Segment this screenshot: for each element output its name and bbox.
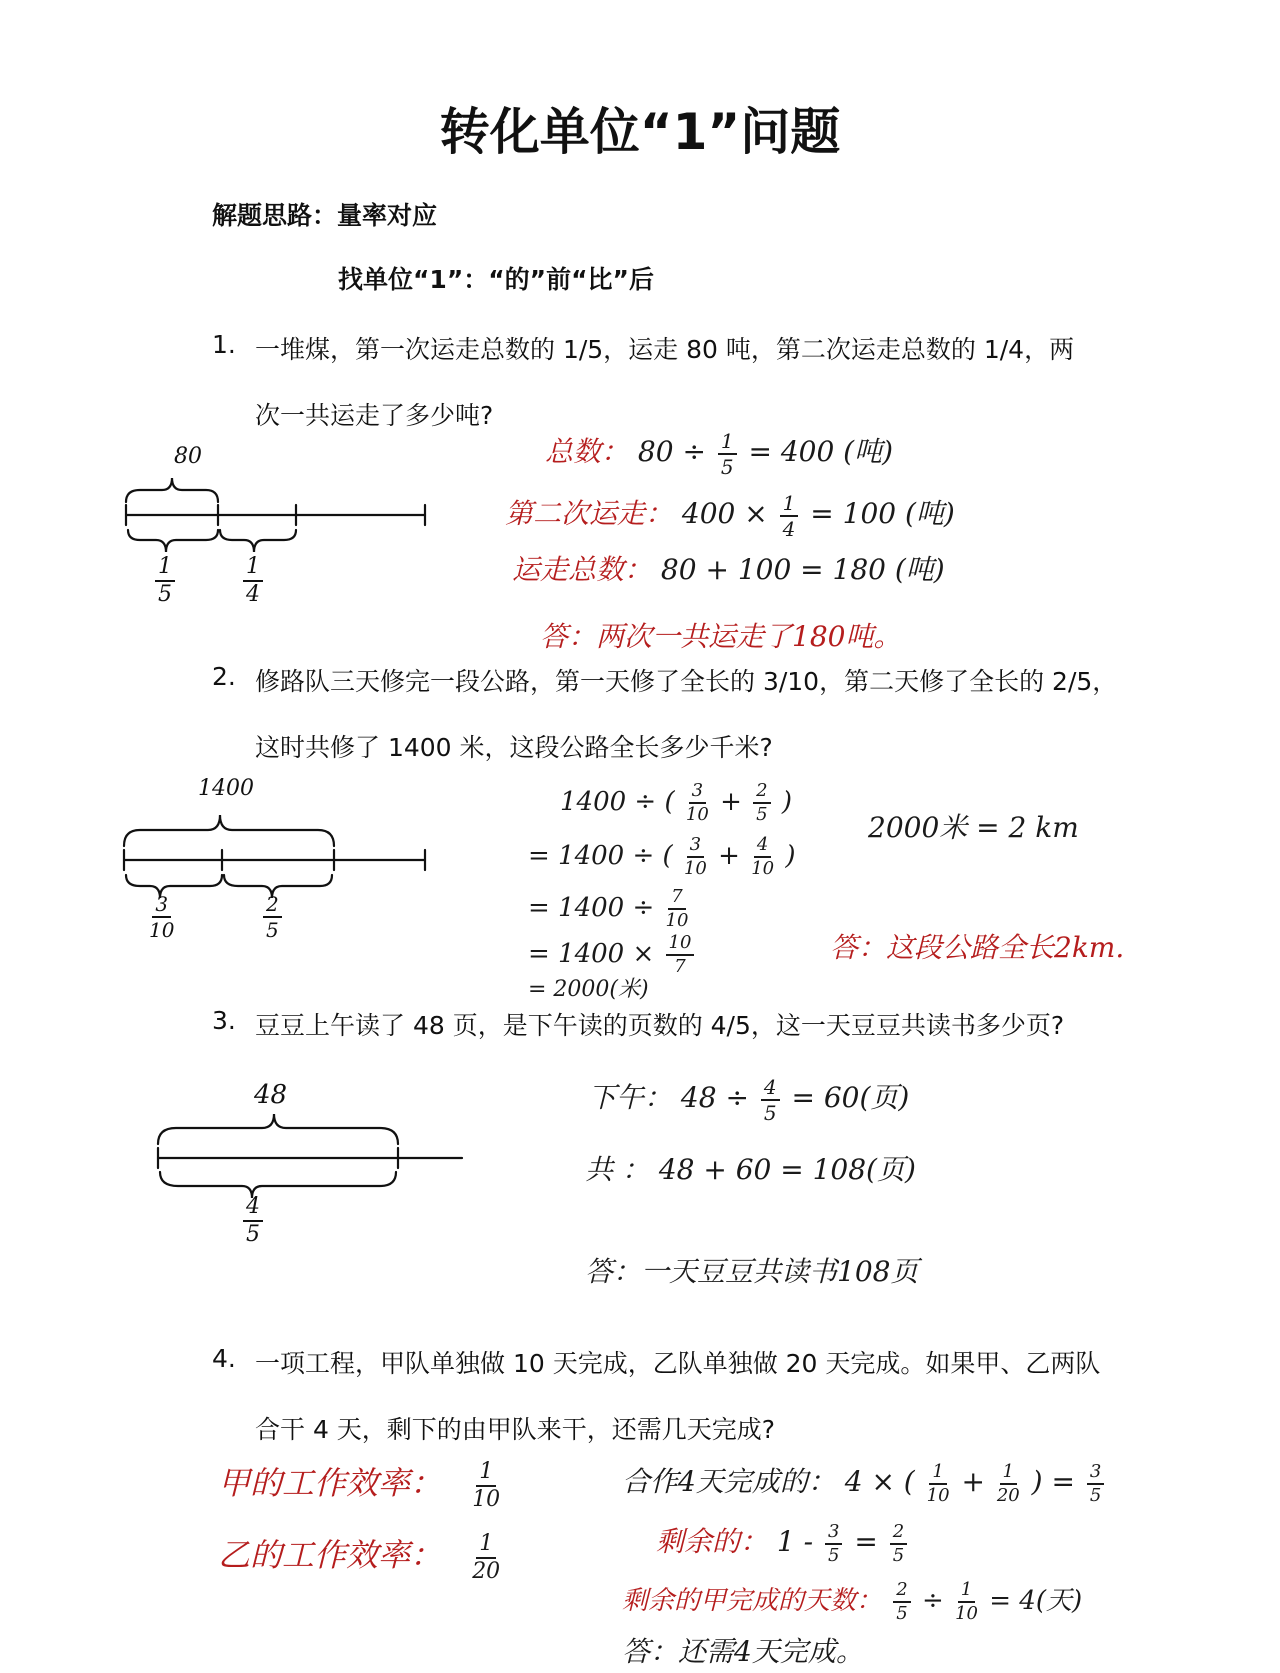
- p4-days-n1: 2: [893, 1581, 910, 1603]
- p4-answer: 答：还需4天完成。: [622, 1635, 864, 1668]
- p2-step2-n1: 3: [687, 836, 704, 858]
- p2-step-4: [528, 934, 697, 976]
- p4-eff-b-den: 20: [472, 1558, 501, 1584]
- unit-one-rule: 找单位“1”：“的”前“比”后: [338, 265, 654, 294]
- p4-remaining-n2: 2: [890, 1523, 907, 1545]
- p2-step1-d2: 5: [756, 804, 768, 825]
- p2-step-2: [528, 836, 796, 878]
- problem-1-line-diagram: [126, 478, 425, 552]
- p2-answer: 答：这段公路全长2km.: [830, 931, 1125, 964]
- p4-days-d1: 5: [896, 1603, 908, 1624]
- p1-total-label: 总数：: [545, 435, 630, 468]
- p2-frac1-den: 10: [149, 918, 175, 942]
- p3-total-label: 共 ：: [585, 1153, 650, 1186]
- p1-second-den: 4: [782, 516, 796, 541]
- p1-second-num: 1: [780, 493, 799, 517]
- p1-second-result: = 100 (吨): [810, 497, 955, 530]
- p3-frac-num: 4: [243, 1196, 263, 1222]
- p4-days-d2: 10: [955, 1603, 978, 1624]
- p2-step-1: [560, 782, 792, 824]
- p2-frac1-num: 3: [152, 894, 171, 918]
- p4-coop-n1: 1: [929, 1463, 946, 1485]
- p4-coop-close: ) =: [1031, 1465, 1075, 1498]
- p1-answer: 答：两次一共运走了180吨。: [540, 620, 902, 653]
- p4-coop-d3: 5: [1089, 1484, 1102, 1506]
- p4-remaining: [656, 1520, 910, 1565]
- p1-total-num: 1: [718, 431, 737, 455]
- p3-solution-total: [585, 1148, 916, 1188]
- p4-days-result: = 4(天): [989, 1586, 1083, 1616]
- problem-4-text-line2: 合干 4 天，剩下的由甲队来干，还需几天完成?: [255, 1415, 776, 1444]
- p4-remaining-eq: =: [854, 1525, 878, 1558]
- p1-frac1-den: 5: [158, 582, 172, 607]
- p2-step2-d2: 10: [751, 858, 775, 879]
- problem-3-number: 3.: [212, 1006, 236, 1035]
- p1-second-expr: 400 ×: [681, 497, 768, 530]
- problem-4-text-line1: 一项工程，甲队单独做 10 天完成，乙队单独做 20 天完成。如果甲、乙两队: [255, 1349, 1101, 1378]
- p2-step1-a: 1400 ÷ (: [560, 787, 675, 817]
- p1-total-result: = 400 (吨): [748, 435, 894, 468]
- p4-coop-label: 合作4天完成的：: [622, 1465, 836, 1498]
- p3-diagram-fraction: [240, 1196, 266, 1246]
- problem-1-text-line1: 一堆煤，第一次运走总数的 1/5，运走 80 吨，第二次运走总数的 1/4，两: [255, 335, 1075, 364]
- p4-remaining-d1: 5: [828, 1544, 840, 1566]
- p2-step2-plus: +: [718, 841, 740, 871]
- p4-cooperation: [622, 1460, 1107, 1505]
- p4-eff-b-label: 乙的工作效率：: [218, 1536, 443, 1574]
- p3-afternoon-den: 5: [763, 1100, 777, 1125]
- problem-1-text-line2: 次一共运走了多少吨?: [255, 401, 494, 430]
- p4-days-n2: 1: [958, 1581, 975, 1603]
- p4-coop-d2: 20: [996, 1484, 1020, 1506]
- problem-3-line-diagram: [158, 1114, 462, 1198]
- p3-diagram-top-label: 48: [254, 1080, 288, 1110]
- problem-4-number: 4.: [212, 1344, 236, 1373]
- p3-afternoon-expr: 48 ÷: [680, 1081, 749, 1114]
- p2-step4-num: 10: [666, 934, 695, 956]
- p2-step1-n1: 3: [689, 782, 706, 804]
- p2-diagram-fraction-2: [260, 894, 285, 940]
- p3-answer: 答：一天豆豆共读书108页: [585, 1255, 919, 1288]
- p1-second-label: 第二次运走：: [505, 497, 674, 530]
- p1-solution-second: [505, 492, 955, 539]
- p2-step4-a: = 1400 ×: [528, 939, 655, 969]
- p1-frac2-num: 1: [243, 556, 263, 582]
- p2-step1-plus: +: [720, 787, 742, 817]
- p2-step-5: = 2000(米): [528, 977, 649, 1002]
- p3-total-expr: 48 + 60 = 108(页): [658, 1153, 916, 1186]
- p1-solution-sum: [512, 548, 945, 588]
- p4-remaining-expr: 1 -: [776, 1525, 814, 1558]
- problem-2-number: 2.: [212, 662, 236, 691]
- p2-diagram-fraction-1: [146, 894, 177, 940]
- p4-efficiency-b: [218, 1530, 503, 1583]
- p2-diagram-top-label: 1400: [198, 776, 254, 801]
- p2-frac2-num: 2: [263, 894, 282, 918]
- problem-1-number: 1.: [212, 330, 236, 359]
- p1-total-den: 5: [720, 454, 734, 479]
- p2-frac2-den: 5: [266, 918, 279, 942]
- p4-days-label: 剩余的甲完成的天数：: [622, 1586, 883, 1616]
- p2-step1-close: ): [781, 787, 793, 817]
- p4-efficiency-a: [218, 1458, 503, 1511]
- solution-approach: 解题思路：量率对应: [212, 201, 438, 230]
- p1-frac1-num: 1: [155, 556, 175, 582]
- p3-afternoon-num: 4: [761, 1077, 780, 1101]
- p4-remaining-d2: 5: [892, 1544, 905, 1566]
- p2-step1-d1: 10: [685, 804, 709, 825]
- p2-step2-close: ): [785, 841, 796, 871]
- problem-3-text-line1: 豆豆上午读了 48 页，是下午读的页数的 4/5，这一天豆豆共读书多少页?: [255, 1011, 1065, 1040]
- p1-total-expr: 80 ÷: [637, 435, 706, 468]
- problem-2-text-line2: 这时共修了 1400 米，这段公路全长多少千米?: [255, 733, 773, 762]
- p1-diagram-fraction-1: [152, 556, 178, 606]
- p2-step-3: [528, 888, 691, 930]
- p1-sum-expr: 80 + 100 = 180 (吨): [660, 553, 945, 586]
- p3-afternoon-result: = 60(页): [791, 1081, 910, 1114]
- problem-2-line-diagram: [124, 815, 425, 898]
- p1-frac2-den: 4: [246, 582, 260, 607]
- p1-sum-label: 运走总数：: [512, 553, 653, 586]
- p4-coop-d1: 10: [926, 1484, 950, 1506]
- p4-coop-plus: +: [961, 1465, 985, 1498]
- p4-eff-a-num: 1: [476, 1461, 496, 1487]
- p1-diagram-top-label: 80: [174, 444, 202, 469]
- p4-days-div: ÷: [922, 1586, 944, 1616]
- p4-eff-a-den: 10: [472, 1486, 501, 1512]
- problem-2-text-line1: 修路队三天修完一段公路，第一天修了全长的 3/10，第二天修了全长的 2/5，: [255, 667, 1118, 696]
- p1-solution-total: [545, 430, 893, 477]
- p2-unit-conversion: 2000米 = 2 km: [868, 811, 1079, 844]
- p2-step3-num: 7: [668, 888, 685, 910]
- p2-step2-n2: 4: [754, 836, 771, 858]
- p1-diagram-fraction-2: [240, 556, 266, 606]
- p2-step1-n2: 2: [753, 782, 770, 804]
- p4-days-needed: [622, 1580, 1082, 1623]
- p3-afternoon-label: 下午：: [588, 1081, 673, 1114]
- p3-solution-afternoon: [588, 1076, 909, 1123]
- p4-eff-a-label: 甲的工作效率：: [218, 1464, 443, 1502]
- p4-eff-b-num: 1: [476, 1533, 496, 1559]
- page-title: 转化单位“1”问题: [439, 103, 841, 161]
- p4-coop-n2: 1: [1000, 1463, 1017, 1485]
- p4-remaining-label: 剩余的：: [656, 1525, 769, 1558]
- p2-step3-den: 10: [665, 910, 689, 931]
- p4-coop-expr: 4 × (: [844, 1465, 915, 1498]
- p2-step2-d1: 10: [683, 858, 707, 879]
- p4-remaining-n1: 3: [825, 1523, 842, 1545]
- p4-coop-n3: 3: [1087, 1463, 1104, 1485]
- p2-step4-den: 7: [674, 956, 686, 977]
- p2-step2-a: = 1400 ÷ (: [528, 841, 673, 871]
- p3-frac-den: 5: [246, 1222, 260, 1247]
- p2-step3-a: = 1400 ÷: [528, 893, 655, 923]
